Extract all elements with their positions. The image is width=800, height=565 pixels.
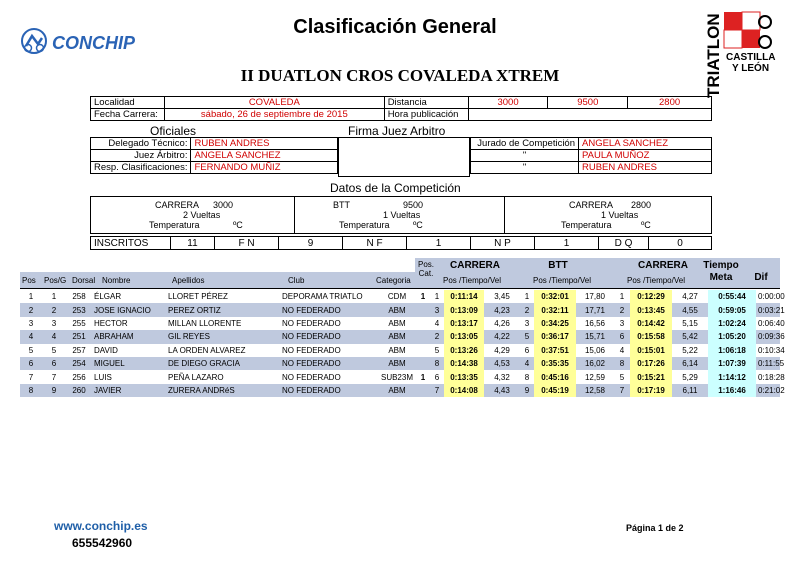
conchip-logo	[18, 24, 178, 58]
cell-posg: 4	[42, 330, 66, 343]
cell-v2: 15,06	[584, 345, 606, 355]
cell-posg: 9	[42, 384, 66, 397]
cell-p1: 7	[430, 384, 444, 397]
hdr-seg3-sub: Pos /Tiempo/Vel	[627, 276, 685, 285]
cell-cat: ABM	[388, 318, 406, 328]
cell-club: NO FEDERADO	[282, 372, 341, 382]
cell-t3: 0:13:45	[630, 303, 672, 316]
cell-t1: 0:14:08	[444, 384, 484, 397]
hdr-pos-g: Pos/G	[44, 276, 67, 285]
cell-poscat	[416, 317, 430, 330]
result-row	[20, 290, 780, 303]
segment-temp-unit: ºC	[233, 220, 243, 230]
event-info-table	[90, 96, 712, 121]
cell-v1: 3,45	[494, 292, 510, 302]
hdr-meta: Meta	[709, 272, 733, 283]
hdr-seg2-sub: Pos /Tiempo/Vel	[533, 276, 591, 285]
cell-club: NO FEDERADO	[280, 384, 378, 397]
cell-t2: 0:32:11	[534, 303, 576, 316]
cell-posg: 6	[42, 357, 66, 370]
cell-v3: 5,29	[682, 372, 698, 382]
cell-posg: 3	[51, 318, 57, 328]
cell-p3: 7	[614, 384, 630, 397]
jurado-2: PAULA MUÑOZ	[579, 150, 712, 162]
cell-dif: 0:03:21	[756, 303, 780, 316]
firma-juez-title: Firma Juez Arbitro	[348, 124, 446, 138]
delegado-value: RUBEN ANDRES	[191, 138, 338, 150]
hora-label: Hora publicación	[384, 109, 468, 121]
results-table	[20, 290, 785, 397]
cell-poscat	[416, 357, 430, 370]
inscritos-label: INSCRITOS	[91, 237, 171, 250]
cell-t3: 0:15:21	[630, 370, 672, 383]
page-title: Clasificación General	[293, 16, 497, 38]
cell-cat: ABM	[378, 357, 416, 370]
cell-dif: 0:18:28	[758, 372, 785, 382]
cell-dif: 0:06:40	[758, 318, 785, 328]
cell-posg: 2	[42, 303, 66, 316]
cell-p3: 3	[619, 318, 625, 328]
cell-v1: 4,23	[484, 303, 520, 316]
cell-p2: 2	[520, 303, 534, 316]
firma-box	[338, 137, 470, 177]
cell-v1: 4,29	[494, 345, 510, 355]
results-header	[20, 258, 780, 288]
cell-nombre: ÉLGAR	[94, 292, 122, 302]
svg-text:CONCHIP: CONCHIP	[52, 33, 136, 53]
datos-competicion-title: Datos de la Competición	[330, 181, 461, 195]
cell-p1: 5	[434, 345, 440, 355]
cell-posg: 7	[51, 372, 57, 382]
cell-p3: 8	[614, 357, 630, 370]
cell-p2: 8	[524, 372, 530, 382]
cell-club: NO FEDERADO	[280, 330, 378, 343]
cell-p3: 2	[614, 303, 630, 316]
cell-v3: 5,15	[682, 318, 698, 328]
hdr-dif: Dif	[754, 272, 768, 283]
jurado-ditto-2: "	[471, 162, 579, 174]
cell-club: NO FEDERADO	[282, 345, 341, 355]
fecha-value: sábado, 26 de septiembre de 2015	[164, 109, 384, 121]
cell-p2: 3	[524, 318, 530, 328]
juez-value: ANGELA SANCHEZ	[191, 150, 338, 162]
cell-t2: 0:36:17	[534, 330, 576, 343]
cell-cat: ABM	[378, 384, 416, 397]
result-row	[20, 330, 780, 343]
segment-1	[91, 197, 295, 233]
cell-poscat: 1	[420, 372, 426, 382]
cell-p2: 5	[520, 330, 534, 343]
cell-t1: 0:13:35	[444, 370, 484, 383]
result-row	[20, 317, 780, 330]
cell-p3: 6	[614, 330, 630, 343]
cell-cat: ABM	[378, 330, 416, 343]
dq-value: 0	[649, 237, 712, 250]
cell-p1: 3	[430, 303, 444, 316]
cell-p2: 4	[520, 357, 534, 370]
cell-pos: 7	[28, 372, 34, 382]
website-link[interactable]: www.conchip.es	[54, 519, 148, 533]
hdr-apellidos: Apellidos	[172, 276, 205, 285]
cell-v3: 6,11	[672, 384, 708, 397]
cell-apellidos: PEREZ ORTIZ	[166, 303, 280, 316]
result-row	[20, 357, 780, 370]
svg-text:CASTILLA: CASTILLA	[726, 52, 776, 63]
page-number: Página 1 de 2	[626, 523, 684, 533]
cell-meta: 1:14:12	[708, 370, 756, 383]
segment-laps: 2 Vueltas	[183, 210, 221, 220]
hora-value	[468, 109, 711, 121]
hdr-seg1: CARRERA	[450, 260, 500, 271]
cell-dif: 0:09:36	[756, 330, 780, 343]
cell-p3: 5	[619, 372, 625, 382]
result-row	[20, 344, 780, 357]
svg-text:Y LEÓN: Y LEÓN	[732, 63, 770, 74]
event-title: II DUATLON CROS COVALEDA XTREM	[240, 66, 560, 85]
hdr-club: Club	[288, 276, 305, 285]
cell-t1: 0:13:26	[444, 344, 484, 357]
cell-poscat	[416, 303, 430, 316]
oficiales-title: Oficiales	[150, 124, 197, 138]
cell-v3: 4,27	[682, 292, 698, 302]
cell-v1: 4,43	[484, 384, 520, 397]
juez-label: Juez Árbitro:	[91, 150, 191, 162]
distancia-3: 2800	[628, 97, 712, 109]
segment-name: CARRERA	[569, 200, 614, 210]
cell-v2: 15,71	[576, 330, 614, 343]
hdr-seg2: BTT	[548, 260, 568, 271]
cell-pos: 8	[20, 384, 42, 397]
hdr-pos-cat-1: Pos.	[417, 260, 434, 269]
jurado-ditto-1: "	[471, 150, 579, 162]
hdr-pos-cat-2: Cat.	[418, 269, 434, 278]
cell-cat: ABM	[378, 303, 416, 316]
cell-pos: 5	[28, 345, 34, 355]
cell-t1: 0:11:14	[444, 290, 484, 303]
cell-dif: 0:21:02	[756, 384, 780, 397]
officials-table	[90, 137, 338, 174]
cell-dorsal: 260	[66, 384, 92, 397]
distancia-1: 3000	[468, 97, 548, 109]
cell-t3: 0:12:29	[630, 290, 672, 303]
cell-p1: 2	[430, 330, 444, 343]
cell-p1: 8	[430, 357, 444, 370]
cell-apellidos: MILLAN LLORENTE	[168, 318, 242, 328]
cell-club: NO FEDERADO	[280, 303, 378, 316]
cell-v3: 6,14	[672, 357, 708, 370]
cell-dif: 0:00:00	[758, 292, 785, 302]
cell-poscat	[416, 344, 430, 357]
cell-poscat	[416, 330, 430, 343]
cell-nombre: DAVID	[94, 345, 118, 355]
cell-t2: 0:32:01	[534, 290, 576, 303]
cell-apellidos: PEÑA LAZARO	[168, 372, 224, 382]
hdr-tiempo: Tiempo	[703, 260, 739, 271]
segment-name: CARRERA	[155, 200, 200, 210]
cell-club: NO FEDERADO	[282, 318, 341, 328]
jurado-label: Jurado de Competición	[471, 138, 579, 150]
cell-nombre: ABRAHAM	[92, 330, 166, 343]
cell-meta: 1:02:24	[708, 317, 756, 330]
cell-pos: 6	[20, 357, 42, 370]
cell-p1: 4	[434, 318, 440, 328]
cell-p2: 6	[524, 345, 530, 355]
cell-meta: 1:06:18	[708, 344, 756, 357]
cell-dorsal: 255	[72, 318, 86, 328]
cell-v2: 17,71	[576, 303, 614, 316]
fn-label: F N	[215, 237, 279, 250]
cell-dorsal: 251	[66, 330, 92, 343]
cell-dorsal: 254	[66, 357, 92, 370]
cell-t2: 0:45:19	[534, 384, 576, 397]
segment-name: BTT	[333, 200, 350, 210]
cell-nombre: JAVIER	[92, 384, 166, 397]
resp-value: FERNANDO MUÑIZ	[191, 162, 338, 174]
cell-v1: 4,53	[484, 357, 520, 370]
cell-apellidos: GIL REYES	[166, 330, 280, 343]
cell-p2: 9	[520, 384, 534, 397]
inscritos-table	[90, 236, 712, 250]
cell-pos: 1	[28, 292, 34, 302]
svg-text:TRIATLON: TRIATLON	[704, 13, 723, 98]
cell-posg: 5	[51, 345, 57, 355]
cell-meta: 1:07:39	[708, 357, 756, 370]
np-value: 1	[535, 237, 599, 250]
segment-temp-label: Temperatura	[561, 220, 612, 230]
cell-p3: 1	[619, 292, 625, 302]
cell-dorsal: 258	[72, 292, 86, 302]
triatlon-castilla-leon-logo	[700, 8, 776, 98]
cell-dorsal: 256	[72, 372, 86, 382]
cell-nombre: HECTOR	[94, 318, 128, 328]
phone-number: 655542960	[72, 536, 133, 550]
hdr-dorsal: Dorsal	[72, 276, 96, 285]
segment-temp-label: Temperatura	[149, 220, 200, 230]
cell-club: DEPORAMA TRIATLO	[282, 292, 363, 302]
cell-pos: 2	[20, 303, 42, 316]
cell-nombre: JOSE IGNACIO	[92, 303, 166, 316]
cell-nombre: MIGUEL	[92, 357, 166, 370]
hdr-nombre: Nombre	[102, 276, 131, 285]
cell-v2: 12,58	[576, 384, 614, 397]
cell-v1: 4,26	[494, 318, 510, 328]
fecha-label: Fecha Carrera:	[91, 109, 165, 121]
jurado-3: RUBEN ANDRES	[579, 162, 712, 174]
fn-value: 9	[279, 237, 343, 250]
cell-dif: 0:10:34	[758, 345, 785, 355]
nf-label: N F	[343, 237, 407, 250]
cell-meta: 1:16:46	[708, 384, 756, 397]
cell-p1: 1	[434, 292, 440, 302]
jurado-table	[470, 137, 712, 174]
cell-p2: 1	[524, 292, 530, 302]
segment-temp-label: Temperatura	[339, 220, 390, 230]
result-row	[20, 370, 780, 383]
segment-temp-unit: ºC	[641, 220, 651, 230]
cell-v3: 5,22	[682, 345, 698, 355]
segment-temp-unit: ºC	[413, 220, 423, 230]
cell-t1: 0:13:05	[444, 330, 484, 343]
cell-meta: 0:55:44	[708, 290, 756, 303]
cell-p1: 6	[434, 372, 440, 382]
cell-dif: 0:11:55	[756, 357, 780, 370]
cell-pos: 3	[28, 318, 34, 328]
cell-pos: 4	[20, 330, 42, 343]
cell-t3: 0:15:58	[630, 330, 672, 343]
cell-cat: ABM	[388, 345, 406, 355]
cell-t3: 0:17:19	[630, 384, 672, 397]
cell-meta: 1:05:20	[708, 330, 756, 343]
cell-posg: 1	[51, 292, 57, 302]
resp-label: Resp. Clasificaciones:	[91, 162, 191, 174]
segment-3	[505, 197, 711, 233]
segment-laps: 1 Vueltas	[383, 210, 421, 220]
distancia-label: Distancia	[384, 97, 468, 109]
hdr-seg1-sub: Pos /Tiempo/Vel	[443, 276, 501, 285]
cell-apellidos: ZURERA ANDRéS	[166, 384, 280, 397]
hdr-categoria: Categoria	[376, 276, 411, 285]
distancia-2: 9500	[548, 97, 628, 109]
jurado-1: ANGELA SANCHEZ	[579, 138, 712, 150]
cell-t1: 0:13:09	[444, 303, 484, 316]
cell-cat: CDM	[387, 292, 407, 302]
localidad-label: Localidad	[91, 97, 165, 109]
cell-v2: 16,02	[576, 357, 614, 370]
dq-label: D Q	[599, 237, 649, 250]
cell-nombre: LUIS	[94, 372, 112, 382]
cell-t2: 0:45:16	[534, 370, 576, 383]
cell-t2: 0:35:35	[534, 357, 576, 370]
cell-p3: 4	[619, 345, 625, 355]
cell-t2: 0:34:25	[534, 317, 576, 330]
hdr-pos: Pos	[22, 276, 36, 285]
cell-meta: 0:59:05	[708, 303, 756, 316]
cell-poscat	[416, 384, 430, 397]
result-row	[20, 384, 780, 397]
cell-v1: 4,32	[494, 372, 510, 382]
cell-apellidos: LA ORDEN ALVAREZ	[168, 345, 246, 355]
segment-laps: 1 Vueltas	[601, 210, 639, 220]
np-label: N P	[471, 237, 535, 250]
cell-dorsal: 253	[66, 303, 92, 316]
delegado-label: Delegado Técnico:	[91, 138, 191, 150]
cell-cat: SUB23M	[380, 372, 413, 382]
cell-t3: 0:15:01	[630, 344, 672, 357]
cell-dorsal: 257	[72, 345, 86, 355]
inscritos-value: 11	[171, 237, 215, 250]
datos-competicion-box	[90, 196, 712, 234]
cell-t3: 0:17:26	[630, 357, 672, 370]
cell-v3: 5,42	[672, 330, 708, 343]
segment-dist: 3000	[213, 200, 234, 210]
cell-apellidos: DE DIEGO GRACIA	[166, 357, 280, 370]
nf-value: 1	[407, 237, 471, 250]
segment-2	[295, 197, 505, 233]
localidad-value: COVALEDA	[164, 97, 384, 109]
segment-dist: 2800	[631, 200, 652, 210]
cell-t1: 0:14:38	[444, 357, 484, 370]
cell-t2: 0:37:51	[534, 344, 576, 357]
cell-v2: 16,56	[584, 318, 606, 328]
cell-t3: 0:14:42	[630, 317, 672, 330]
cell-apellidos: LLORET PÉREZ	[168, 292, 228, 302]
cell-club: NO FEDERADO	[280, 357, 378, 370]
cell-v1: 4,22	[484, 330, 520, 343]
cell-v3: 4,55	[672, 303, 708, 316]
cell-v2: 17,80	[584, 292, 606, 302]
cell-poscat: 1	[420, 292, 426, 302]
hdr-seg3: CARRERA	[638, 260, 688, 271]
result-row	[20, 303, 780, 316]
cell-v2: 12,59	[584, 372, 606, 382]
cell-t1: 0:13:17	[444, 317, 484, 330]
segment-dist: 9500	[403, 200, 424, 210]
